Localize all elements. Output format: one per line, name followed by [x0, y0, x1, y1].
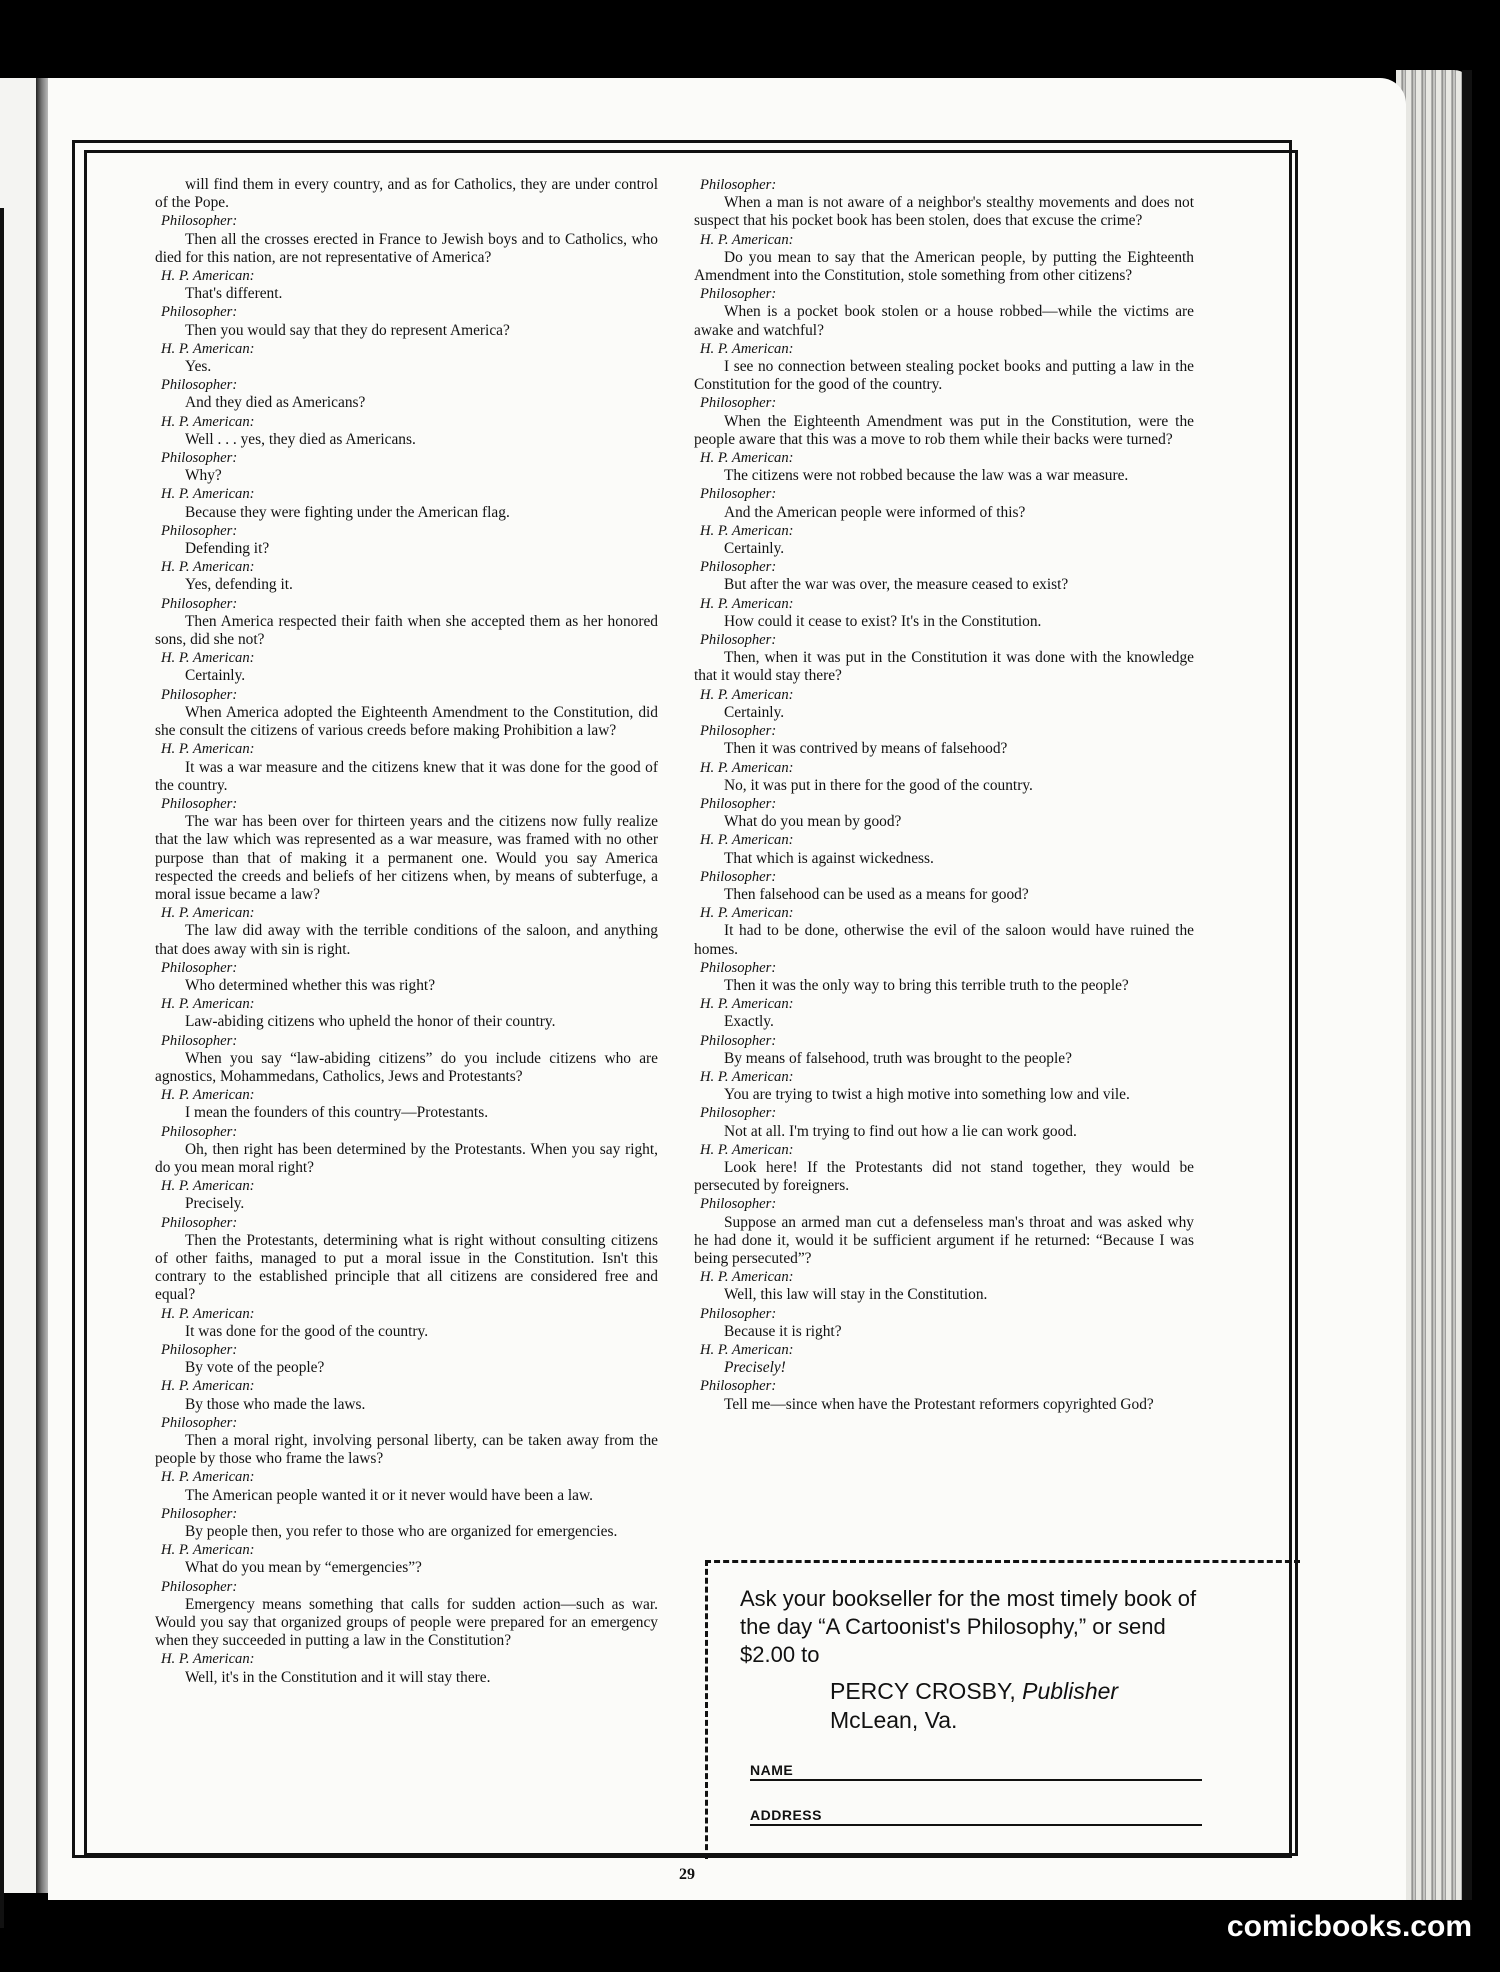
dialogue-line: It had to be done, otherwise the evil of the saloon would have ruined the homes.	[694, 922, 1194, 958]
speaker-label: H. P. American:	[700, 832, 794, 849]
speaker-label: Philosopher:	[700, 632, 777, 649]
dialogue-line: Yes.	[185, 358, 212, 376]
dialogue-line: Then all the crosses erected in France to Jewish boys and to Catholics, who died for this nation, are not representative of America?	[155, 230, 658, 266]
dialogue-line: Well, this law will stay in the Constitution.	[724, 1286, 988, 1304]
facing-page-rule	[0, 208, 4, 1928]
dialogue-line: will find them in every country, and as for Catholics, they are under control of the Pope.	[155, 176, 658, 212]
dialogue-line: I see no connection between stealing pocket books and putting a law in the Constitution for the good of the country.	[694, 358, 1194, 394]
dialogue-line: Exactly.	[724, 1013, 774, 1031]
dialogue-line: Emergency means something that calls for sudden action—such as war. Would you say that organized groups of people were prepared for an emergency when they succeeded in putting a law in the Constitution?	[155, 1595, 658, 1650]
speaker-label: H. P. American:	[161, 340, 255, 357]
speaker-label: Philosopher:	[700, 1105, 777, 1122]
dialogue-line: It was done for the good of the country.	[185, 1322, 429, 1340]
dialogue-line: When America adopted the Eighteenth Amendment to the Constitution, did she consult the citizens of various creeds before making Prohibition a law?	[155, 703, 658, 740]
speaker-label: Philosopher:	[161, 1505, 238, 1522]
speaker-label: H. P. American:	[161, 413, 255, 430]
speaker-label: H. P. American:	[700, 231, 794, 248]
dialogue-line: Then it was contrived by means of falsehood?	[724, 740, 1008, 758]
speaker-label: H. P. American:	[700, 1141, 794, 1158]
dialogue-line: Well . . . yes, they died as Americans.	[185, 430, 416, 448]
address-field-line[interactable]	[750, 1824, 1202, 1826]
dialogue-line: When is a pocket book stolen or a house robbed—while the victims are awake and watchful?	[694, 303, 1194, 339]
speaker-label: Philosopher:	[700, 286, 777, 303]
speaker-label: H. P. American:	[700, 686, 794, 703]
speaker-label: H. P. American:	[700, 905, 794, 922]
dialogue-line: Do you mean to say that the American people, by putting the Eighteenth Amendment into the Constitution, stole something from other citizens?	[694, 248, 1194, 285]
speaker-label: Philosopher:	[700, 795, 777, 812]
speaker-label: Philosopher:	[161, 1578, 238, 1595]
speaker-label: H. P. American:	[700, 1269, 794, 1286]
publisher-block	[830, 1677, 1118, 1735]
dialogue-line: Defending it?	[185, 540, 270, 558]
speaker-label: Philosopher:	[700, 1305, 777, 1322]
speaker-label: H. P. American:	[700, 522, 794, 539]
speaker-label: Philosopher:	[700, 959, 777, 976]
address-field-label: ADDRESS	[750, 1807, 822, 1823]
dialogue-line: You are trying to twist a high motive into something low and vile.	[724, 1086, 1130, 1104]
page-stack-edges	[1396, 70, 1472, 1900]
speaker-label: H. P. American:	[700, 1068, 794, 1085]
speaker-label: H. P. American:	[161, 1087, 255, 1104]
dialogue-line: Suppose an armed man cut a defenseless man's throat and was asked why he had done it, would it be sufficient argument if he returned: “Because I was being persecuted”?	[694, 1213, 1194, 1267]
dialogue-line: Certainly.	[185, 667, 246, 685]
speaker-label: H. P. American:	[161, 905, 255, 922]
dialogue-line: That which is against wickedness.	[724, 849, 934, 867]
dialogue-line: What do you mean by “emergencies”?	[185, 1559, 422, 1577]
dialogue-line: Law-abiding citizens who upheld the honor of their country.	[185, 1013, 556, 1031]
speaker-label: Philosopher:	[700, 723, 777, 740]
dialogue-line: The citizens were not robbed because the law was a war measure.	[724, 467, 1129, 485]
speaker-label: Philosopher:	[700, 1032, 777, 1049]
dialogue-line: And they died as Americans?	[185, 394, 366, 412]
speaker-label: Philosopher:	[700, 868, 777, 885]
speaker-label: H. P. American:	[161, 1305, 255, 1322]
speaker-label: Philosopher:	[161, 1414, 238, 1431]
dialogue-line: Then, when it was put in the Constitution it was done with the knowledge that it would stay there?	[694, 649, 1194, 685]
dialogue-line: When the Eighteenth Amendment was put in the Constitution, were the people aware that this was a move to rob them while their backs were turned?	[694, 412, 1194, 448]
facing-page-edge	[0, 78, 38, 1893]
dialogue-line: No, it was put in there for the good of the country.	[724, 776, 1033, 794]
speaker-label: H. P. American:	[700, 759, 794, 776]
dialogue-line: By means of falsehood, truth was brought to the people?	[724, 1049, 1072, 1067]
dialogue-line: Then you would say that they do represent America?	[185, 321, 510, 339]
dialogue-line: Precisely.	[185, 1195, 245, 1213]
dialogue-line: Precisely!	[724, 1359, 786, 1377]
dialogue-line: The law did away with the terrible conditions of the saloon, and anything that does away with sin is right.	[155, 922, 658, 958]
dialogue-line: Not at all. I'm trying to find out how a lie can work good.	[724, 1122, 1077, 1140]
speaker-label: H. P. American:	[161, 741, 255, 758]
dialogue-line: Certainly.	[724, 703, 785, 721]
dialogue-line: Then America respected their faith when she accepted them as her honored sons, did she not?	[155, 612, 658, 649]
publisher-place: McLean, Va.	[830, 1707, 958, 1733]
dialogue-line: How could it cease to exist? It's in the Constitution.	[724, 612, 1042, 630]
speaker-label: H. P. American:	[161, 1178, 255, 1195]
dialogue-line: When you say “law-abiding citizens” do you include citizens who are agnostics, Mohammedans, Catholics, Jews and Protestants?	[155, 1049, 658, 1085]
name-field-label: NAME	[750, 1762, 794, 1778]
dialogue-line: By those who made the laws.	[185, 1395, 366, 1413]
page-number: 29	[679, 1866, 695, 1883]
dialogue-line: Why?	[185, 467, 222, 485]
speaker-label: Philosopher:	[161, 1342, 238, 1358]
speaker-label: Philosopher:	[161, 1032, 238, 1049]
publisher-name: PERCY CROSBY,	[830, 1678, 1016, 1704]
dialogue-line: Who determined whether this was right?	[185, 976, 436, 994]
speaker-label: Philosopher:	[161, 213, 238, 230]
speaker-label: Philosopher:	[700, 559, 777, 576]
speaker-label: H. P. American:	[700, 595, 794, 612]
dialogue-line: But after the war was over, the measure ceased to exist?	[724, 576, 1069, 594]
speaker-label: H. P. American:	[700, 340, 794, 357]
dialogue-line: Because it is right?	[724, 1322, 842, 1340]
speaker-label: H. P. American:	[161, 650, 255, 667]
dialogue-line: That's different.	[185, 285, 283, 303]
dialogue-line: Look here! If the Protestants did not stand together, they would be persecuted by foreigners.	[694, 1158, 1194, 1195]
dialogue-line: Then it was the only way to bring this terrible truth to the people?	[724, 976, 1129, 994]
dialogue-line: Well, it's in the Constitution and it will stay there.	[185, 1668, 491, 1686]
speaker-label: H. P. American:	[161, 559, 255, 576]
dialogue-line: What do you mean by good?	[724, 813, 902, 831]
speaker-label: H. P. American:	[161, 1651, 255, 1668]
speaker-label: Philosopher:	[161, 522, 238, 539]
dialogue-line: By people then, you refer to those who are organized for emergencies.	[185, 1523, 618, 1541]
speaker-label: H. P. American:	[161, 1378, 255, 1395]
speaker-label: H. P. American:	[161, 268, 255, 285]
speaker-label: H. P. American:	[161, 1469, 255, 1486]
dialogue-column-right	[694, 176, 1194, 1414]
dialogue-line: And the American people were informed of this?	[724, 503, 1026, 521]
speaker-label: Philosopher:	[700, 1196, 777, 1213]
dialogue-line: Then the Protestants, determining what is right without consulting citizens of other faiths, managed to put a moral issue in the Constitution. Isn't this contrary to the established principle that all citizens are considered free and equal?	[155, 1231, 658, 1304]
speaker-label: H. P. American:	[161, 996, 255, 1013]
dialogue-line: Oh, then right has been determined by the Protestants. When you say right, do you mean moral right?	[155, 1140, 658, 1176]
speaker-label: Philosopher:	[700, 486, 777, 503]
speaker-label: H. P. American:	[161, 486, 255, 503]
speaker-label: Philosopher:	[161, 795, 238, 812]
speaker-label: Philosopher:	[700, 1378, 777, 1395]
name-field-line[interactable]	[750, 1779, 1202, 1781]
speaker-label: H. P. American:	[700, 996, 794, 1013]
dialogue-line: I mean the founders of this country—Protestants.	[185, 1104, 489, 1122]
speaker-label: Philosopher:	[700, 395, 777, 412]
speaker-label: Philosopher:	[161, 304, 238, 321]
dialogue-line: When a man is not aware of a neighbor's stealthy movements and does not suspect that his pocket book has been stolen, does that excuse the crime?	[694, 194, 1194, 230]
dialogue-line: Because they were fighting under the American flag.	[185, 503, 510, 521]
speaker-label: Philosopher:	[161, 595, 238, 612]
speaker-label: Philosopher:	[161, 686, 238, 703]
speaker-label: Philosopher:	[161, 450, 238, 467]
dialogue-line: Tell me—since when have the Protestant reformers copyrighted God?	[724, 1395, 1154, 1413]
speaker-label: Philosopher:	[161, 959, 238, 976]
dialogue-line: It was a war measure and the citizens knew that it was done for the good of the country.	[155, 758, 658, 794]
dialogue-line: Then a moral right, involving personal liberty, can be taken away from the people by those who frame the laws?	[155, 1432, 658, 1468]
dialogue-line: Then falsehood can be used as a means for good?	[724, 885, 1029, 903]
dialogue-line: The American people wanted it or it never would have been a law.	[185, 1486, 593, 1504]
speaker-label: Philosopher:	[161, 377, 238, 394]
speaker-label: H. P. American:	[700, 450, 794, 467]
dialogue-line: By vote of the people?	[185, 1359, 325, 1377]
speaker-label: H. P. American:	[700, 1342, 794, 1358]
dialogue-column-left	[155, 176, 658, 1687]
publisher-role: Publisher	[1022, 1678, 1119, 1704]
order-coupon-text: Ask your bookseller for the most timely book of the day “A Cartoonist's Philosophy,” or send $2.00 to	[740, 1586, 1197, 1667]
dialogue-line: Yes, defending it.	[185, 576, 293, 594]
speaker-label: Philosopher:	[161, 1123, 238, 1140]
dialogue-line: The war has been over for thirteen years and the citizens now fully realize that the law which was represented as a war measure, was framed with no other purpose than that of making it a permanent one. Would you say America respected the creeds and beliefs of her citizens when, by means of subterfuge, a moral issue became a law?	[155, 813, 658, 903]
speaker-label: Philosopher:	[161, 1214, 238, 1231]
speaker-label: H. P. American:	[161, 1542, 255, 1559]
site-watermark: comicbooks.com	[1226, 1910, 1472, 1943]
speaker-label: Philosopher:	[700, 177, 777, 193]
dialogue-line: Certainly.	[724, 540, 785, 558]
